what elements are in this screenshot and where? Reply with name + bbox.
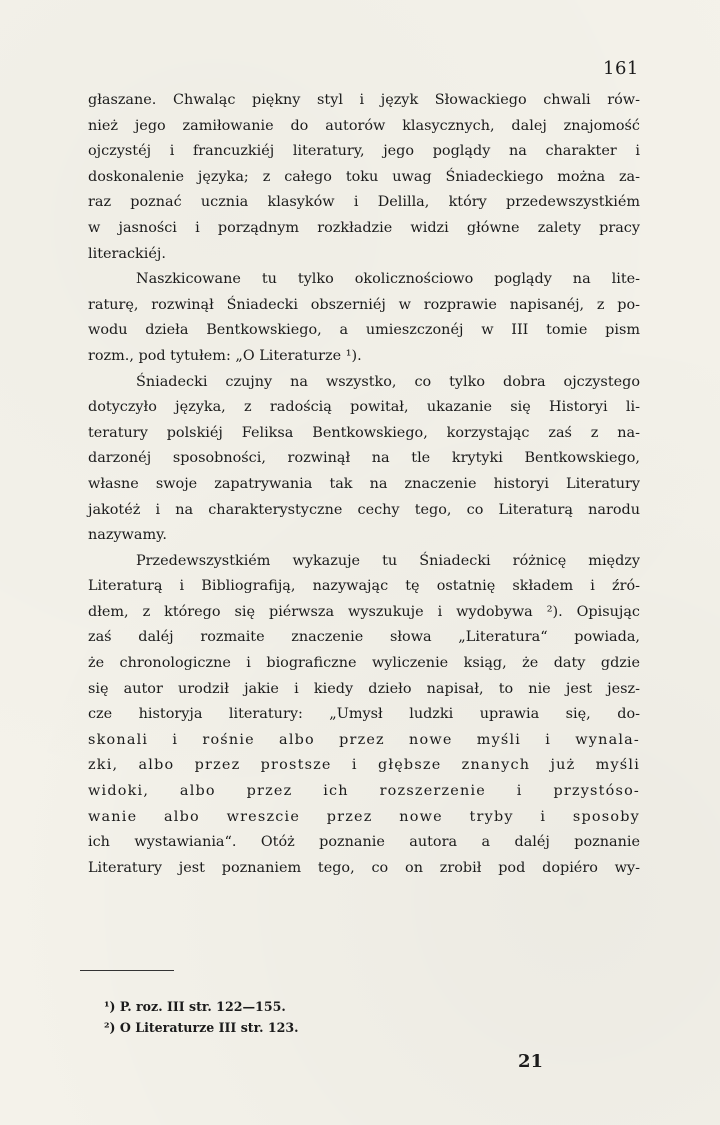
paragraph-start-line: Przedewszystkiém wykazuje tu Śniadecki różnicę między (136, 552, 640, 569)
page-number: 161 (603, 58, 639, 79)
printer-signature-mark: 21 (518, 1051, 544, 1072)
text-line: zaś daléj rozmaite znaczenie słowa „Literatura“ powiada, (88, 629, 640, 646)
text-line: darzonéj sposobności, rozwinął na tle krytyki Bentkowskiego, (88, 450, 640, 467)
text-line: doskonalenie języka; z całego toku uwag Śniadeckiego można za- (88, 168, 640, 185)
text-line: rozm., pod tytułem: „O Literaturze ¹). (88, 347, 362, 364)
spaced-text-line: wanie albo wreszcie przez nowe tryby i sposoby (88, 808, 640, 825)
text-line: Literatury jest poznaniem tego, co on zrobił pod dopiéro wy- (88, 859, 640, 876)
text-line: raz poznać ucznia klasyków i Delilla, który przedewszystkiém (88, 194, 640, 211)
text-line: nazywamy. (88, 527, 167, 544)
text-line: się autor urodził jakie i kiedy dzieło napisał, to nie jest jesz- (88, 680, 640, 697)
footnote-1: ¹) P. roz. III str. 122—155. (104, 999, 286, 1014)
text-line: nież jego zamiłowanie do autorów klasycznych, dalej znajomość (88, 117, 640, 134)
text-line: ich wystawiania“. Otóż poznanie autora a daléj poznanie (88, 834, 640, 851)
text-line: literackiéj. (88, 245, 166, 262)
spaced-text-line: zki, albo przez prostsze i głębsze znanych już myśli (88, 757, 640, 774)
spaced-text-line: skonali i rośnie albo przez nowe myśli i wynala- (88, 731, 640, 748)
text-line: własne swoje zapatrywania tak na znaczenie historyi Literatury (88, 475, 640, 492)
text-line: Literaturą i Bibliografiją, nazywając tę ostatnię składem i źró- (88, 578, 640, 595)
text-line: w jasności i porządnym rozkładzie widzi główne zalety pracy (88, 219, 640, 236)
text-line: ojczystéj i francuzkiéj literatury, jego poglądy na charakter i (88, 143, 640, 160)
text-line: dłem, z którego się piérwsza wyszukuje i wydobywa ²). Opisując (88, 603, 640, 620)
text-line: cze historyja literatury: „Umysł ludzki uprawia się, do- (88, 706, 640, 723)
text-line: jakotéż i na charakterystyczne cechy tego, co Literaturą narodu (88, 501, 640, 518)
text-line: teratury polskiéj Feliksa Bentkowskiego, korzystając zaś z na- (88, 424, 640, 441)
text-line: dotyczyło języka, z radością powitał, ukazanie się Historyi li- (88, 399, 640, 416)
footnotes (104, 996, 464, 1038)
text-line: że chronologiczne i biograficzne wyliczenie ksiąg, że daty gdzie (88, 655, 640, 672)
text-line: raturę, rozwinął Śniadecki obszerniéj w rozprawie napisanéj, z po- (88, 296, 640, 313)
text-line: głaszane. Chwaląc piękny styl i język Słowackiego chwali rów- (88, 92, 640, 108)
text-line: wodu dzieła Bentkowskiego, a umieszczonéj w III tomie pism (88, 322, 640, 339)
body-text (88, 88, 640, 881)
spaced-text-line: widoki, albo przez ich rozszerzenie i przystóso- (88, 783, 640, 800)
footnote-2: ²) O Literaturze III str. 123. (104, 1020, 299, 1035)
paragraph-start-line: Naszkicowane tu tylko okolicznościowo poglądy na lite- (136, 271, 640, 288)
footnote-divider (80, 970, 174, 971)
paragraph-start-line: Śniadecki czujny na wszystko, co tylko dobra ojczystego (136, 373, 640, 390)
